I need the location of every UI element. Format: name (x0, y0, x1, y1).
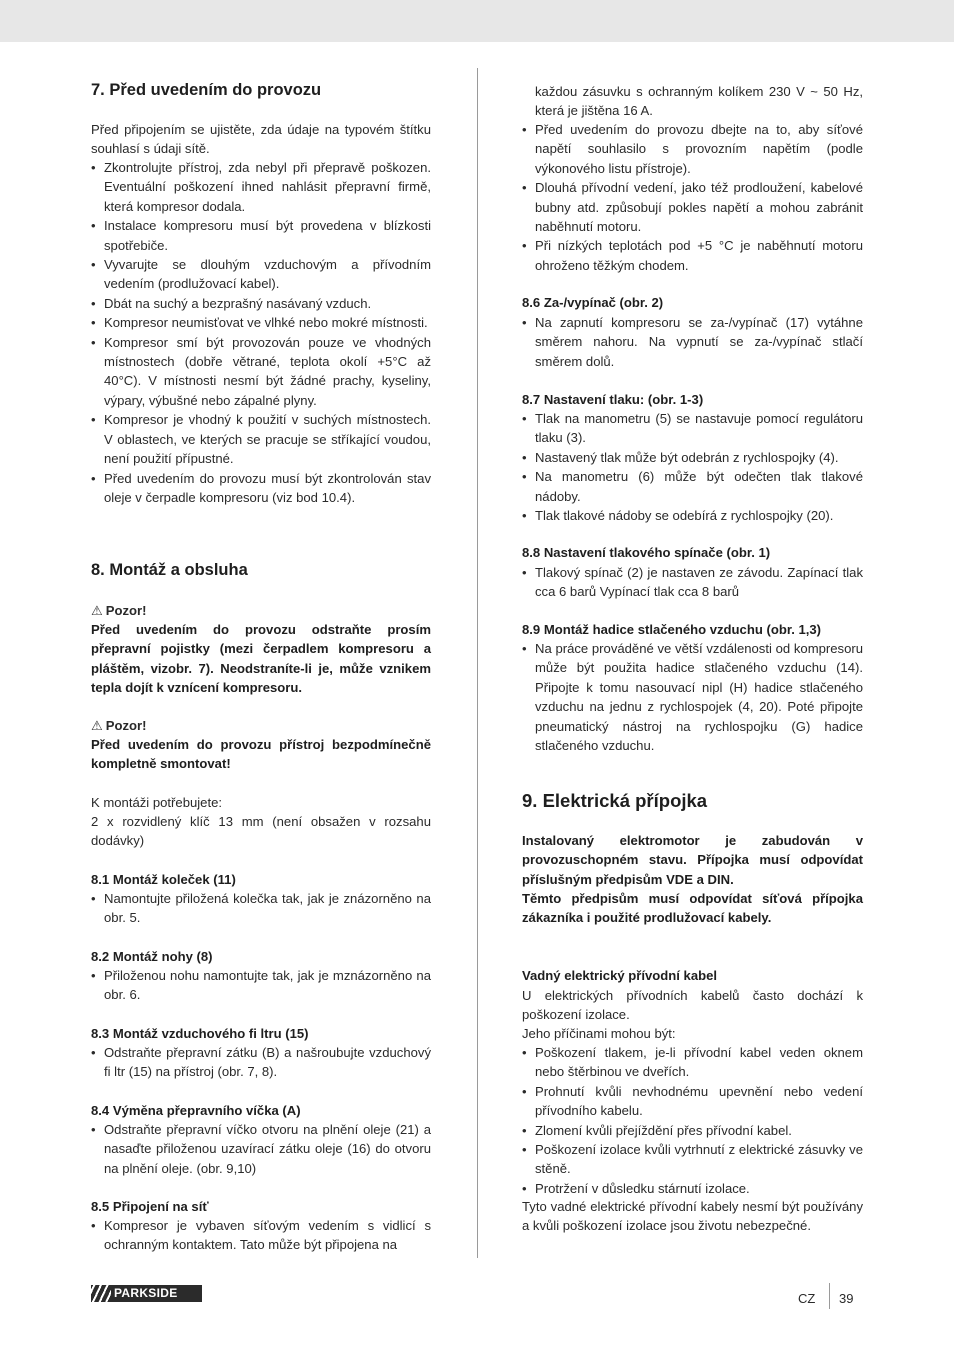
list-item: • Nastavený tlak může být odebrán z rychlospojky (4). (522, 448, 863, 467)
section-7-list (91, 158, 431, 507)
section-8-3-title: 8.3 Montáž vzduchového fi ltru (15) (91, 1026, 309, 1041)
section-7-intro: Před připojením se ujistěte, zda údaje na typovém štítku souhlasí s údaji sítě. (91, 122, 431, 157)
section-8-9-list (522, 639, 863, 755)
section-8-2-list (91, 966, 431, 1005)
top-bar (0, 0, 954, 42)
tools-needed-text: 2 x rozvidlený klíč 13 mm (není obsažen v rozsahu dodávky) (91, 814, 431, 849)
language-code: CZ (798, 1291, 816, 1306)
list-item: • Na zapnutí kompresoru se za-/vypínač (17) vytáhne směrem nahoru. Na vypnutí se za-/vypínač stlačí směrem dolů. (522, 313, 863, 371)
list-item: • Před uvedením do provozu dbejte na to, aby síťové napětí souhlasilo s provozním napětím (podle výkonového listu přístroje). (522, 120, 863, 178)
list-item: • Na manometru (6) může být odečten tlak tlakové nádoby. (522, 467, 863, 506)
warning-1-text: Před uvedením do provozu odstraňte prosím přepravní pojistky (mezi čerpadlem kompresoru a pláštěm, vizobr. 7). Neodstraníte-li je, může vznikem tepla dojít k vznícení kompresoru. (91, 622, 431, 696)
footer-separator (829, 1283, 830, 1309)
list-item: • Odstraňte přepravní víčko otvoru na plnění oleje (21) a nasaďte přiloženou uzavírací zátku oleje (16) do otvoru na plnění oleje. (obr. 9,10) (91, 1120, 431, 1178)
section-7-title: 7. Před uvedením do provozu (91, 81, 322, 99)
list-item: • Zkontrolujte přístroj, zda nebyl při přepravě poškozen. Eventuální poškození ihned nahlásit přepravní firmě, která kompresor dodala. (91, 158, 431, 216)
faulty-cable-text-1: U elektrických přívodních kabelů často dochází k poškození izolace. (522, 988, 863, 1023)
section-8-1-list (91, 889, 431, 928)
section-8-5-title: 8.5 Připojení na síť (91, 1199, 209, 1214)
list-item: • Tlak na manometru (5) se nastavuje pomocí regulátoru tlaku (3). (522, 409, 863, 448)
section-8-9-title: 8.9 Montáž hadice stlačeného vzduchu (obr. 1,3) (522, 622, 822, 637)
faulty-cable-closing: Tyto vadné elektrické přívodní kabely nesmí být používány a kvůli poškození izolace jsou životu nebezpečné. (522, 1199, 863, 1234)
faulty-cable-title: Vadný elektrický přívodní kabel (522, 968, 718, 983)
section-8-4-list (91, 1120, 431, 1178)
list-item: • Před uvedením do provozu musí být zkontrolován stav oleje v čerpadle kompresoru (viz bod 10.4). (91, 469, 431, 508)
section-8-8-list (522, 563, 863, 602)
list-item: • Instalace kompresoru musí být provedena v blízkosti spotřebiče. (91, 216, 431, 255)
column-divider (477, 68, 478, 1258)
section-9-bold-2: Těmto předpisům musí odpovídat síťová přípojka zákazníka i použité prodlužovací kabely. (522, 891, 863, 926)
list-item: • Prohnutí kvůli nevhodnému upevnění nebo vedení přívodního kabelu. (522, 1082, 863, 1121)
warning-icon: ⚠ (91, 718, 103, 733)
section-8-5-continuation: každou zásuvku s ochranným kolíkem 230 V ~ 50 Hz, která je jištěna 16 A. (535, 84, 863, 119)
list-item: • Poškození izolace kvůli vytrhnutí z elektrické zásuvky ve stěně. (522, 1140, 863, 1179)
list-item: • Kompresor je vhodný k použití v suchých místnostech. V oblastech, ve kterých se pracuje se stříkající voudou, není použití přípustné. (91, 410, 431, 468)
list-item: • Namontujte přiložená kolečka tak, jak je znázorněno na obr. 5. (91, 889, 431, 928)
list-item: • Vyvarujte se dlouhým vzduchovým a přívodním vedením (prodlužovací kabel). (91, 255, 431, 294)
section-8-7-title: 8.7 Nastavení tlaku: (obr. 1-3) (522, 392, 704, 407)
section-8-title: 8. Montáž a obsluha (91, 561, 248, 579)
section-9-bold-1: Instalovaný elektromotor je zabudován v provozuschopném stavu. Přípojka musí odpovídat příslušným předpisům VDE a DIN. (522, 833, 863, 887)
section-8-5-list (91, 1216, 431, 1255)
list-item: • Na práce prováděné ve větší vzdálenosti od kompresoru může být použita hadice stlačeného vzduchu (14). Připojte k tomu nasouvací nipl (H) hadice stlačeného vzduchu na jednu z rychlospojek (4, 20). Poté připojte pneumatický nástroj na rychlospojku (G) hadice stlačeného vzduchu. (522, 639, 863, 755)
section-8-7-list (522, 409, 863, 525)
section-9-title: 9. Elektrická přípojka (522, 790, 708, 811)
parkside-logo (91, 1285, 202, 1302)
list-item: • Zlomení kvůli přejíždění přes přívodní kabel. (522, 1121, 863, 1140)
page-number: 39 (839, 1291, 854, 1306)
list-item: • Kompresor neumisťovat ve vlhké nebo mokré místnosti. (91, 313, 431, 332)
list-item: • Dbát na suchý a bezprašný nasávaný vzduch. (91, 294, 431, 313)
warning-2-heading: ⚠ Pozor! (91, 716, 431, 735)
list-item: • Přiloženou nohu namontujte tak, jak je mznázorněno na obr. 6. (91, 966, 431, 1005)
warning-1-heading: ⚠ Pozor! (91, 601, 431, 620)
logo-text: PARKSIDE (114, 1285, 178, 1300)
faulty-cable-list (522, 1043, 863, 1198)
section-8-3-list (91, 1043, 431, 1082)
section-8-6-title: 8.6 Za-/vypínač (obr. 2) (522, 295, 664, 310)
section-8-2-title: 8.2 Montáž nohy (8) (91, 949, 213, 964)
list-item: • Protržení v důsledku stárnutí izolace. (522, 1179, 863, 1198)
list-item: • Poškození tlakem, je-li přívodní kabel veden oknem nebo štěrbinou ve dveřích. (522, 1043, 863, 1082)
section-8-4-title: 8.4 Výměna přepravního víčka (A) (91, 1103, 301, 1118)
list-item: • Odstraňte přepravní zátku (B) a našroubujte vzduchový fi ltr (15) na přístroj (obr. 7, 8). (91, 1043, 431, 1082)
warning-2-text: Před uvedením do provozu přístroj bezpodmínečně kompletně smontovat! (91, 737, 431, 772)
section-8-8-title: 8.8 Nastavení tlakového spínače (obr. 1) (522, 545, 771, 560)
tools-needed-label: K montáži potřebujete: (91, 795, 223, 810)
list-item: • Tlak tlakové nádoby se odebírá z rychlospojky (20). (522, 506, 863, 525)
section-8-5-list-cont (522, 120, 863, 275)
section-8-6-list (522, 313, 863, 371)
faulty-cable-text-2: Jeho příčinami mohou být: (522, 1026, 676, 1041)
list-item: • Při nízkých teplotách pod +5 °C je naběhnutí motoru ohroženo těžkým chodem. (522, 236, 863, 275)
list-item: • Kompresor je vybaven síťovým vedením s vidlicí s ochranným kontaktem. Tato může být připojena na (91, 1216, 431, 1255)
list-item: • Dlouhá přívodní vedení, jako též prodloužení, kabelové bubny atd. způsobují pokles napětí a mohou zabránit naběhnutí motoru. (522, 178, 863, 236)
list-item: • Kompresor smí být provozován pouze ve vhodných místnostech (dobře větrané, teplota okolí +5°C až 40°C). V místnosti nesmí být žádné prachy, kyseliny, výpary, výbušné nebo zápalné plyny. (91, 333, 431, 411)
section-8-1-title: 8.1 Montáž koleček (11) (91, 872, 236, 887)
warning-icon: ⚠ (91, 603, 103, 618)
logo-stripes-icon (91, 1285, 111, 1302)
list-item: • Tlakový spínač (2) je nastaven ze závodu. Zapínací tlak cca 6 barů Vypínací tlak cca 8 barů (522, 563, 863, 602)
